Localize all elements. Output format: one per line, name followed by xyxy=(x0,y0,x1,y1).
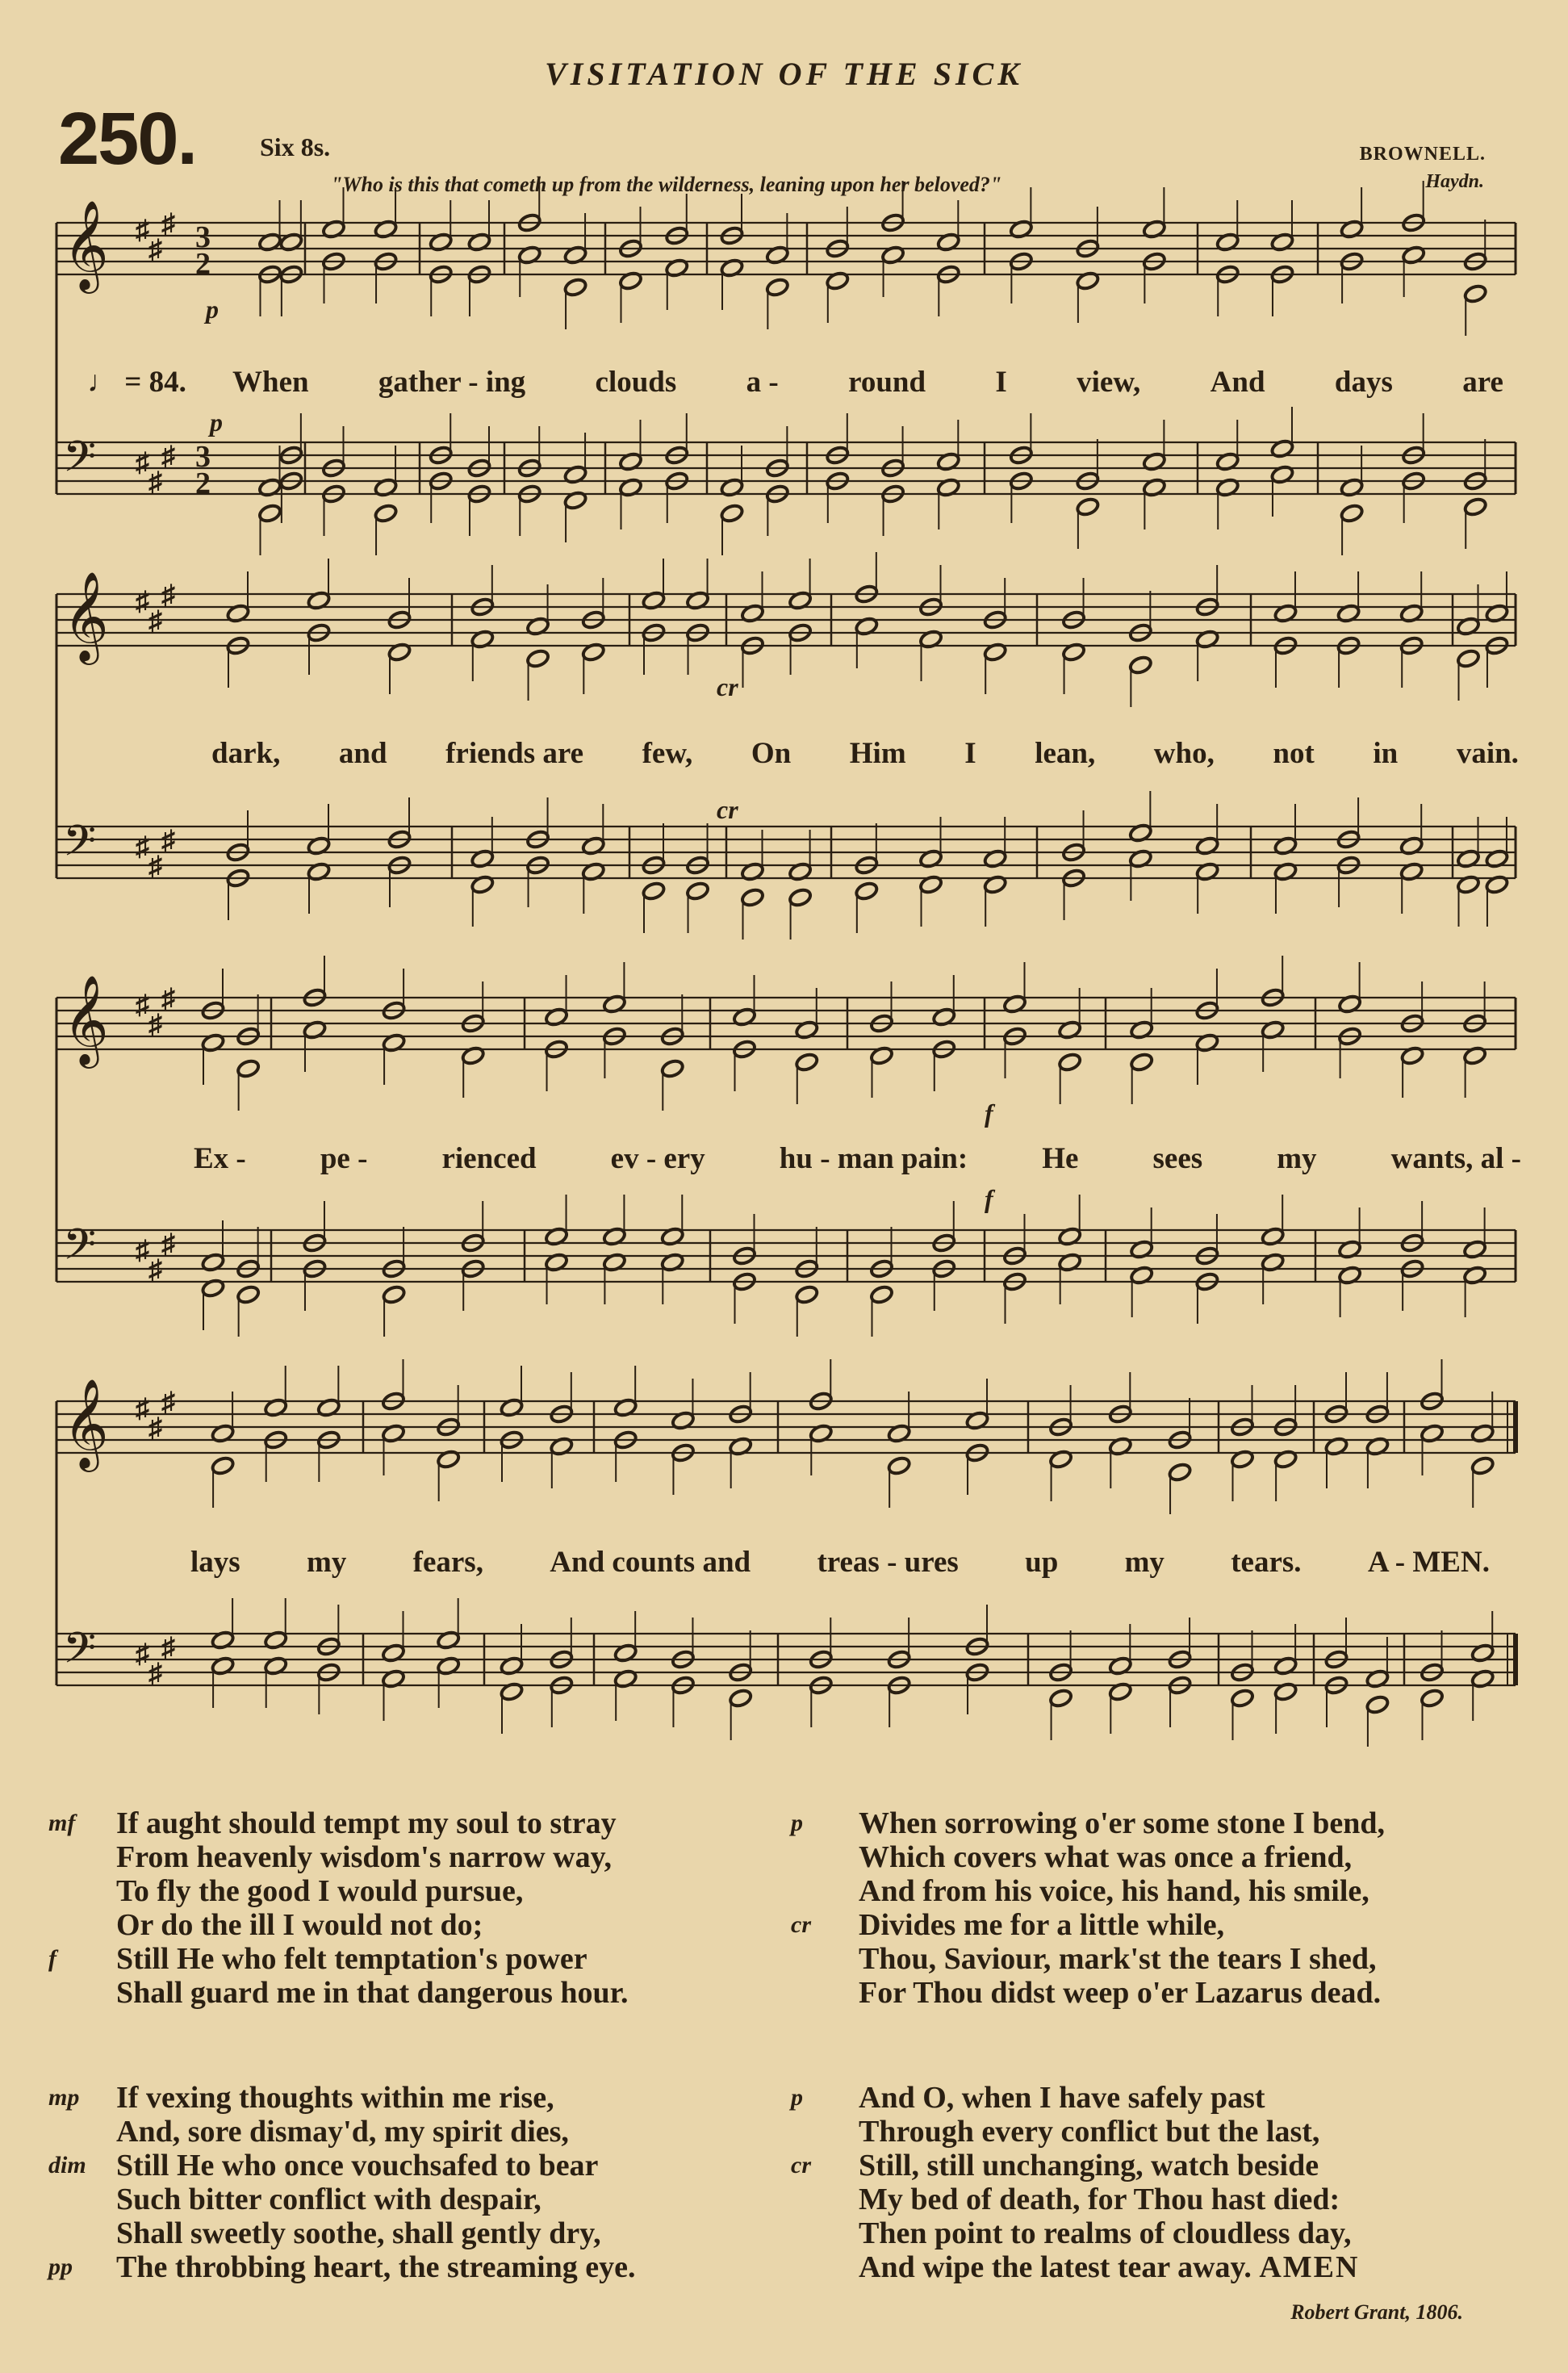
dynamic-mark: dim xyxy=(48,2152,86,2178)
dynamic-mark: mp xyxy=(48,2084,80,2111)
verse-text: Still He who felt temptation's power xyxy=(116,1942,587,1976)
note-head xyxy=(720,503,744,524)
verse-line xyxy=(791,2183,1501,2216)
lyric-syllable: days xyxy=(1334,366,1393,399)
verse-line xyxy=(48,2250,759,2284)
note-head xyxy=(1365,1694,1390,1715)
note-head xyxy=(236,1058,260,1079)
lyrics-line-2 xyxy=(211,736,1519,771)
lyric-syllable: not xyxy=(1273,737,1315,770)
bass-clef: 𝄢 xyxy=(63,433,97,492)
lyric-syllable: He xyxy=(1042,1142,1079,1175)
meter-label: Six 8s. xyxy=(260,132,331,161)
epigraph: "Who is this that cometh up from the wilderness, leaning upon her beloved?" xyxy=(331,173,1002,196)
verse-text: Then point to realms of cloudless day, xyxy=(859,2216,1352,2250)
lyric-syllable: my xyxy=(1277,1142,1317,1175)
note-head xyxy=(887,1455,911,1476)
stanza-5 xyxy=(791,2081,1501,2284)
verse-line xyxy=(48,2216,759,2250)
lyric-syllable: pe - xyxy=(320,1142,368,1175)
composer-name: Haydn. xyxy=(1425,171,1484,192)
verse-text: Still, still unchanging, watch beside xyxy=(859,2149,1319,2183)
lyric-syllable: and xyxy=(338,737,387,770)
verse-text: Shall guard me in that dangerous hour. xyxy=(116,1976,629,2010)
lyrics-line-1 xyxy=(232,365,1503,400)
time-signature-top: 3 xyxy=(195,220,211,254)
dynamic-mark: cr xyxy=(717,795,738,824)
lyrics-line-4 xyxy=(190,1545,1490,1580)
verse-line xyxy=(48,2149,759,2183)
sharp-sign: ♯ xyxy=(161,442,175,471)
verse-text: Still He who once vouchsafed to bear xyxy=(116,2149,599,2183)
verse-text: And O, when I have safely past xyxy=(859,2081,1265,2115)
note-head xyxy=(1129,1052,1153,1073)
verse-text: If aught should tempt my soul to stray xyxy=(116,1806,617,1840)
note-head xyxy=(257,503,282,524)
note-head xyxy=(869,1284,893,1305)
lyric-syllable: lays xyxy=(190,1546,240,1579)
note-head xyxy=(795,1052,819,1073)
note-head xyxy=(1420,1688,1444,1709)
stanza-4 xyxy=(791,1806,1501,2010)
note-head xyxy=(1340,503,1364,524)
running-head: VISITATION OF THE SICK xyxy=(545,56,1023,92)
sharp-sign: ♯ xyxy=(136,1639,149,1669)
verse-text: Through every conflict but the last, xyxy=(859,2115,1320,2149)
dynamic-mark: f xyxy=(985,1099,993,1128)
verse-line xyxy=(791,1976,1501,2010)
verse-text: My bed of death, for Thou hast died: xyxy=(859,2183,1340,2216)
sharp-sign: ♯ xyxy=(161,826,175,856)
note-head xyxy=(1463,496,1487,517)
verse-text: Shall sweetly soothe, shall gently dry, xyxy=(116,2216,601,2250)
sharp-sign: ♯ xyxy=(148,235,162,265)
sharp-sign: ♯ xyxy=(148,606,162,636)
lyric-syllable: fears, xyxy=(412,1546,483,1579)
verse-line xyxy=(791,2250,1501,2284)
lyric-syllable: hu - man pain: xyxy=(779,1142,968,1175)
treble-clef: 𝄞 xyxy=(63,974,109,1065)
lyric-syllable: view, xyxy=(1077,366,1141,399)
note-head xyxy=(1057,1052,1081,1073)
sharp-sign: ♯ xyxy=(148,1010,162,1040)
verse-text: Such bitter conflict with despair, xyxy=(116,2183,541,2216)
lyric-syllable: in xyxy=(1373,737,1399,770)
verse-text: To fly the good I would pursue, xyxy=(116,1874,524,1908)
note-head xyxy=(525,648,550,669)
verse-text: If vexing thoughts within me rise, xyxy=(116,2081,554,2115)
stanza-2 xyxy=(48,1806,759,2010)
verse-line xyxy=(791,2149,1501,2183)
verse-text: Or do the ill I would not do; xyxy=(116,1908,483,1942)
verse-line xyxy=(791,1908,1501,1942)
lyric-syllable: A - MEN. xyxy=(1367,1546,1490,1579)
sharp-sign: ♯ xyxy=(148,1255,162,1285)
note-head xyxy=(1463,283,1487,304)
verse-line xyxy=(791,2081,1501,2115)
verse-line xyxy=(791,2115,1501,2149)
verses-block xyxy=(48,1806,1525,2323)
lyric-syllable: friends are xyxy=(445,737,584,770)
lyric-syllable: rienced xyxy=(441,1142,537,1175)
lyric-syllable: vain. xyxy=(1456,737,1519,770)
verse-text: Which covers what was once a friend, xyxy=(859,1840,1353,1874)
sharp-sign: ♯ xyxy=(136,832,149,862)
note-head xyxy=(642,881,666,902)
lyric-syllable: my xyxy=(307,1546,347,1579)
dynamic-mark: p xyxy=(791,1810,803,1836)
dynamic-mark: f xyxy=(48,1945,56,1972)
dynamic-mark: mf xyxy=(48,1810,76,1836)
lyric-syllable: lean, xyxy=(1035,737,1096,770)
note-head xyxy=(382,1284,406,1305)
note-head xyxy=(1168,1462,1192,1483)
note-head xyxy=(765,277,789,298)
tempo-mark: ♩ = 84. xyxy=(87,366,186,399)
verse-line xyxy=(48,1908,759,1942)
lyric-syllable: tears. xyxy=(1231,1546,1302,1579)
lyric-syllable: a - xyxy=(746,366,779,399)
verse-line xyxy=(48,1942,759,1976)
sharp-sign: ♯ xyxy=(136,587,149,617)
verse-text: And from his voice, his hand, his smile, xyxy=(859,1874,1369,1908)
lyric-syllable: are xyxy=(1462,366,1503,399)
author-credit: Robert Grant, 1806. xyxy=(1290,2300,1463,2324)
time-signature-bottom: 2 xyxy=(195,247,211,281)
lyric-syllable: I xyxy=(964,737,976,770)
verse-text: And, sore dismay'd, my spirit dies, xyxy=(116,2115,569,2149)
lyric-syllable: up xyxy=(1025,1546,1059,1579)
note-head xyxy=(740,887,764,908)
treble-clef: 𝄞 xyxy=(63,1378,109,1468)
verse-line xyxy=(791,2216,1501,2250)
note-head xyxy=(1076,496,1100,517)
bass-clef: 𝄢 xyxy=(63,1220,97,1280)
verse-line xyxy=(48,2183,759,2216)
verse-line xyxy=(48,1874,759,1908)
dynamic-mark: cr xyxy=(717,672,738,701)
note-head xyxy=(1230,1688,1254,1709)
lyric-syllable: treas - ures xyxy=(817,1546,959,1579)
sharp-sign: ♯ xyxy=(136,990,149,1020)
note-head xyxy=(236,1284,260,1305)
lyric-syllable: And counts and xyxy=(550,1546,751,1579)
lyric-syllable: And xyxy=(1210,366,1265,399)
sharp-sign: ♯ xyxy=(148,852,162,881)
verse-text: Divides me for a little while, xyxy=(859,1908,1225,1942)
verse-text: Thou, Saviour, mark'st the tears I shed, xyxy=(859,1942,1377,1976)
sharp-sign: ♯ xyxy=(136,448,149,478)
note-head xyxy=(685,881,709,902)
dynamic-mark: cr xyxy=(791,2152,811,2178)
verse-line xyxy=(791,1942,1501,1976)
verse-line xyxy=(48,1806,759,1840)
sharp-sign: ♯ xyxy=(136,216,149,245)
note-head xyxy=(1048,1688,1073,1709)
amen-word: AMEN xyxy=(1251,2250,1360,2284)
verse-text: For Thou didst weep o'er Lazarus dead. xyxy=(859,1976,1382,2010)
verse-text: And wipe the latest tear away. AMEN xyxy=(859,2250,1360,2284)
bass-clef: 𝄢 xyxy=(63,1624,97,1684)
note-head xyxy=(660,1058,684,1079)
tune-name: BROWNELL. xyxy=(1359,144,1486,165)
lyric-syllable: I xyxy=(995,366,1007,399)
sharp-sign: ♯ xyxy=(161,1387,175,1417)
lyric-syllable: my xyxy=(1124,1546,1165,1579)
sharp-sign: ♯ xyxy=(148,467,162,497)
note-head xyxy=(1470,1455,1495,1476)
note-head xyxy=(728,1688,752,1709)
lyric-syllable: who, xyxy=(1153,737,1215,770)
note-head xyxy=(788,887,812,908)
verse-line xyxy=(48,2115,759,2149)
sharp-sign: ♯ xyxy=(161,1633,175,1663)
sharp-sign: ♯ xyxy=(161,1229,175,1259)
note-head xyxy=(855,881,879,902)
verse-line xyxy=(48,2081,759,2115)
dynamic-mark: p xyxy=(791,2084,803,2111)
lyric-syllable: gather - ing xyxy=(378,366,526,399)
hymn-number: 250. xyxy=(58,98,197,180)
lyric-syllable: dark, xyxy=(211,737,281,770)
dynamic-mark: pp xyxy=(48,2254,73,2280)
verse-line xyxy=(791,1806,1501,1840)
dynamic-mark: p xyxy=(206,295,219,324)
note-head xyxy=(1456,648,1480,669)
lyric-syllable: On xyxy=(751,737,792,770)
lyric-syllable: ev - ery xyxy=(610,1142,705,1175)
lyric-syllable: clouds xyxy=(595,366,677,399)
dynamic-mark: p xyxy=(210,408,223,437)
lyric-syllable: sees xyxy=(1152,1142,1203,1175)
lyric-syllable: few, xyxy=(642,737,693,770)
sharp-sign: ♯ xyxy=(161,984,175,1014)
time-signature-bottom: 2 xyxy=(195,467,211,500)
verse-line xyxy=(48,1976,759,2010)
verse-text: The throbbing heart, the streaming eye. xyxy=(116,2250,636,2284)
dynamic-mark: f xyxy=(985,1184,993,1213)
lyric-syllable: Him xyxy=(849,737,906,770)
sharp-sign: ♯ xyxy=(161,580,175,610)
note-head xyxy=(374,503,398,524)
sharp-sign: ♯ xyxy=(161,209,175,239)
dynamic-mark: cr xyxy=(791,1911,811,1938)
lyric-syllable: wants, al - xyxy=(1390,1142,1521,1175)
sharp-sign: ♯ xyxy=(148,1413,162,1443)
sharp-sign: ♯ xyxy=(148,1659,162,1689)
lyric-syllable: round xyxy=(848,366,926,399)
note-head xyxy=(1128,655,1152,676)
note-head xyxy=(211,1455,235,1476)
note-head xyxy=(563,277,587,298)
lyrics-line-3 xyxy=(194,1141,1521,1176)
treble-clef: 𝄞 xyxy=(63,571,109,661)
verse-line xyxy=(48,1840,759,1874)
note-head xyxy=(795,1284,819,1305)
treble-clef: 𝄞 xyxy=(63,199,109,290)
verse-text: When sorrowing o'er some stone I bend, xyxy=(859,1806,1386,1840)
lyric-syllable: When xyxy=(232,366,309,399)
sharp-sign: ♯ xyxy=(136,1394,149,1424)
verse-text: From heavenly wisdom's narrow way, xyxy=(116,1840,612,1874)
verse-line xyxy=(791,1840,1501,1874)
stanza-3 xyxy=(48,2081,759,2284)
sharp-sign: ♯ xyxy=(136,1236,149,1266)
time-signature-top: 3 xyxy=(195,440,211,474)
verse-line xyxy=(791,1874,1501,1908)
lyric-syllable: Ex - xyxy=(194,1142,246,1175)
bass-clef: 𝄢 xyxy=(63,817,97,877)
